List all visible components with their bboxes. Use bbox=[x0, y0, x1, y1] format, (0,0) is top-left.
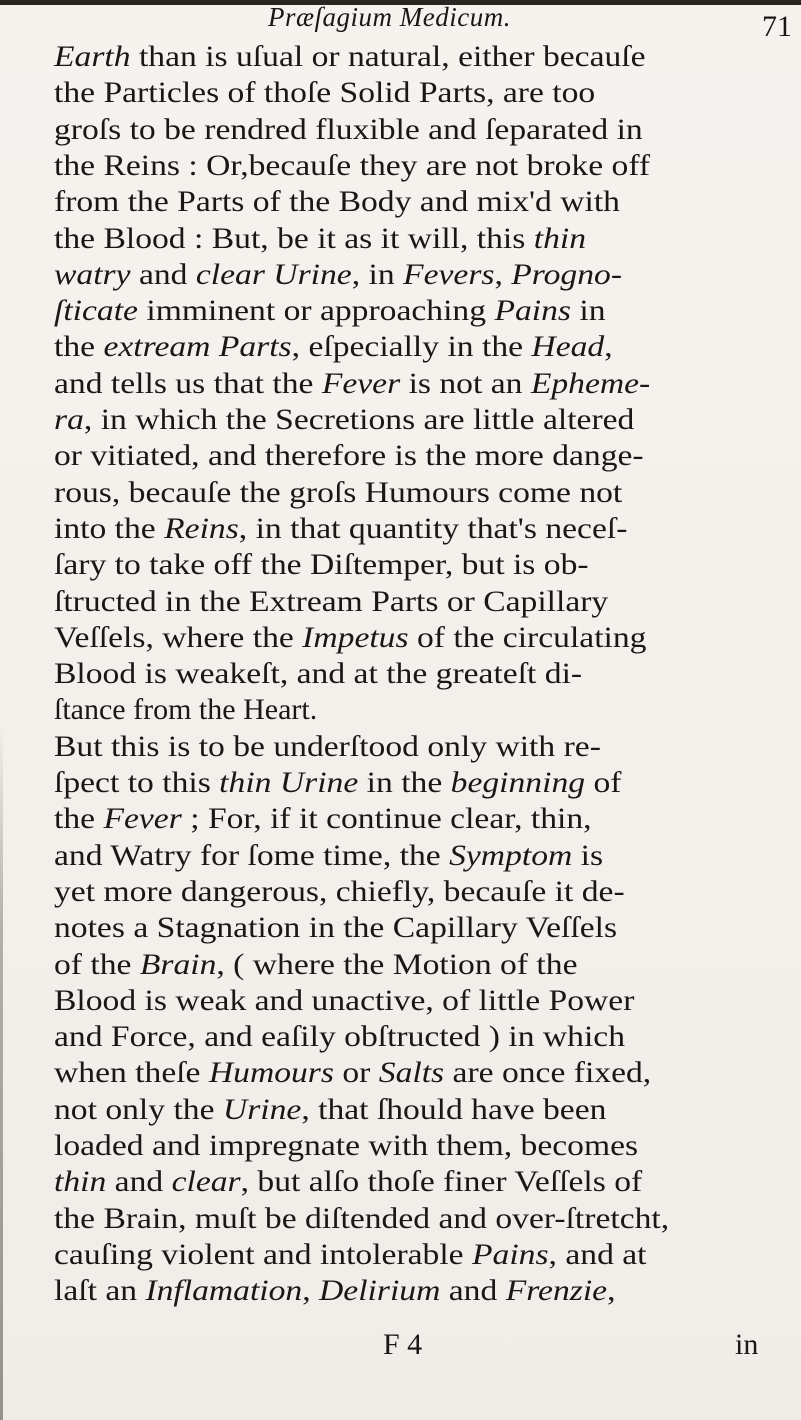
text-line bbox=[54, 839, 603, 873]
text-line bbox=[54, 294, 606, 328]
text-run: Blood is weakeſt, and at the greateſt di- bbox=[54, 657, 583, 691]
text-line bbox=[54, 1238, 647, 1272]
italic-text: Fever bbox=[321, 366, 401, 400]
italic-text: ſticate bbox=[54, 294, 138, 328]
text-run: or bbox=[333, 1056, 379, 1090]
text-run: from the Parts of the Body and mix'd with bbox=[54, 185, 620, 219]
text-run: when theſe bbox=[54, 1056, 209, 1090]
italic-text: thin bbox=[54, 1165, 107, 1199]
text-run: , bbox=[604, 330, 613, 364]
text-run: of bbox=[585, 766, 622, 799]
text-line bbox=[54, 693, 317, 727]
page-number: 71 bbox=[762, 10, 792, 43]
catchword: in bbox=[735, 1328, 759, 1361]
text-line bbox=[54, 330, 613, 364]
text-line bbox=[54, 185, 620, 219]
text-run: , in which the Secretions are little altered bbox=[83, 403, 635, 436]
text-line bbox=[54, 149, 650, 183]
text-run: Blood is weak and unactive, of little Power bbox=[54, 983, 635, 1017]
italic-text: Frenzie bbox=[505, 1274, 608, 1308]
text-run: not only the bbox=[54, 1092, 223, 1126]
text-run: or vitiated, and therefore is the more dange- bbox=[54, 439, 644, 473]
text-run: are once fixed, bbox=[444, 1056, 652, 1090]
text-run: the Blood : But, be it as it will, this bbox=[54, 221, 534, 255]
italic-text: beginning bbox=[450, 766, 586, 799]
text-line bbox=[54, 40, 646, 74]
text-run: and bbox=[440, 1274, 506, 1308]
text-line bbox=[54, 621, 646, 655]
running-head-title: Præſagium Medicum. bbox=[268, 2, 511, 32]
text-line bbox=[54, 730, 601, 764]
text-line bbox=[54, 512, 627, 546]
text-run: groſs to be rendred fluxible and ſeparated in bbox=[54, 112, 643, 146]
text-run: ſtructed in the Extream Parts or Capillary bbox=[54, 584, 609, 618]
text-run: , ( where the Motion of the bbox=[216, 947, 578, 981]
text-line bbox=[54, 802, 592, 836]
text-line bbox=[54, 222, 586, 256]
text-line bbox=[54, 585, 608, 619]
text-line bbox=[54, 367, 650, 401]
italic-text: Brain bbox=[139, 947, 217, 981]
text-run: , eſpecially in the bbox=[291, 330, 532, 364]
text-run: of the bbox=[54, 947, 140, 981]
text-run: the Brain, muſt be diſtended and over-ſtretcht, bbox=[54, 1201, 670, 1235]
text-run: rous, becauſe the groſs Humours come not bbox=[54, 475, 623, 509]
italic-text: clear Urine bbox=[195, 257, 352, 291]
text-run: , and at bbox=[548, 1237, 647, 1271]
italic-text: watry bbox=[54, 257, 131, 291]
text-run: ſtance from the Heart. bbox=[54, 693, 318, 727]
text-line bbox=[54, 439, 644, 473]
text-line bbox=[54, 911, 617, 945]
text-run: the bbox=[54, 330, 104, 364]
text-run: and bbox=[130, 257, 196, 291]
text-run: and Force, and eaſily obſtructed ) in which bbox=[54, 1020, 626, 1054]
text-line bbox=[54, 1020, 625, 1054]
text-line bbox=[54, 548, 589, 582]
text-run: than is uſual or natural, either becauſe bbox=[130, 40, 646, 73]
text-run: , bbox=[494, 257, 512, 291]
text-line bbox=[54, 1274, 615, 1308]
text-line bbox=[54, 1129, 638, 1163]
italic-text: Reins bbox=[164, 511, 239, 545]
italic-text: thin Urine bbox=[219, 766, 359, 799]
text-line bbox=[54, 875, 625, 909]
text-run: and Watry for ſome time, the bbox=[54, 838, 450, 872]
text-run: , in that quantity that's neceſ- bbox=[238, 511, 628, 545]
text-run: But this is to be underſtood only with re- bbox=[54, 729, 601, 763]
text-run: , bbox=[302, 1274, 320, 1308]
text-line bbox=[54, 1093, 606, 1127]
text-run: , that ſhould have been bbox=[301, 1092, 607, 1126]
italic-text: Inflamation bbox=[145, 1274, 303, 1308]
text-line bbox=[54, 1165, 642, 1199]
text-run: the Particles of thoſe Solid Parts, are too bbox=[54, 76, 596, 110]
text-run: ſary to take off the Diſtemper, but is ob- bbox=[54, 548, 589, 582]
text-run: into the bbox=[54, 511, 165, 545]
text-line bbox=[54, 113, 643, 147]
text-line bbox=[54, 476, 622, 510]
text-run: the Reins : Or,becauſe they are not broke off bbox=[54, 148, 651, 182]
text-run: notes a Stagnation in the Capillary Veſſels bbox=[54, 911, 618, 945]
page-edge-shadow bbox=[0, 720, 3, 1420]
text-line bbox=[54, 258, 622, 292]
text-run: , bbox=[607, 1274, 616, 1308]
text-run: in the bbox=[358, 766, 451, 799]
text-run: , in bbox=[351, 257, 404, 291]
text-line bbox=[54, 984, 634, 1018]
text-run: ſpect to this bbox=[54, 766, 220, 799]
text-run: the bbox=[54, 802, 104, 836]
italic-text: Pains bbox=[494, 294, 571, 328]
text-run: is not an bbox=[400, 366, 531, 400]
text-line bbox=[54, 766, 621, 800]
italic-text: Humours bbox=[208, 1056, 334, 1090]
italic-text: Progno- bbox=[511, 257, 623, 291]
italic-text: extream Parts bbox=[103, 330, 292, 364]
text-line bbox=[54, 76, 595, 110]
text-run: ; For, if it continue clear, thin, bbox=[181, 802, 592, 836]
italic-text: Salts bbox=[378, 1056, 445, 1090]
italic-text: Urine bbox=[222, 1092, 302, 1126]
italic-text: Pains bbox=[472, 1237, 549, 1271]
italic-text: clear bbox=[171, 1165, 241, 1199]
italic-text: Impetus bbox=[302, 620, 409, 654]
text-run: imminent or approaching bbox=[137, 294, 495, 328]
text-run: yet more dangerous, chiefly, becauſe it de- bbox=[54, 874, 625, 908]
text-run: in bbox=[570, 294, 606, 328]
text-line bbox=[54, 657, 582, 691]
italic-text: Symptom bbox=[449, 838, 573, 872]
text-run: cauſing violent and intolerable bbox=[54, 1237, 473, 1271]
running-head bbox=[0, 0, 801, 43]
text-run: , but alſo thoſe finer Veſſels of bbox=[240, 1165, 643, 1199]
italic-text: ra bbox=[54, 403, 84, 436]
text-run: and bbox=[106, 1165, 172, 1199]
text-line bbox=[54, 948, 577, 982]
text-run: Veſſels, where the bbox=[54, 620, 303, 654]
text-line bbox=[54, 1056, 651, 1090]
text-run: loaded and impregnate with them, becomes bbox=[54, 1129, 639, 1162]
italic-text: Fevers bbox=[403, 257, 495, 291]
italic-text: Earth bbox=[54, 40, 131, 73]
text-line bbox=[54, 403, 634, 437]
italic-text: Head bbox=[531, 330, 605, 364]
signature-mark: F 4 bbox=[383, 1328, 423, 1361]
text-run: and tells us that the bbox=[54, 366, 322, 400]
italic-text: Fever bbox=[103, 802, 182, 836]
italic-text: Epheme- bbox=[530, 366, 651, 400]
text-run: is bbox=[572, 838, 604, 872]
text-run: laſt an bbox=[54, 1274, 146, 1308]
text-run: of the circulating bbox=[408, 620, 647, 654]
italic-text: thin bbox=[533, 221, 587, 255]
italic-text: Delirium bbox=[319, 1274, 441, 1308]
text-line bbox=[54, 1202, 669, 1236]
